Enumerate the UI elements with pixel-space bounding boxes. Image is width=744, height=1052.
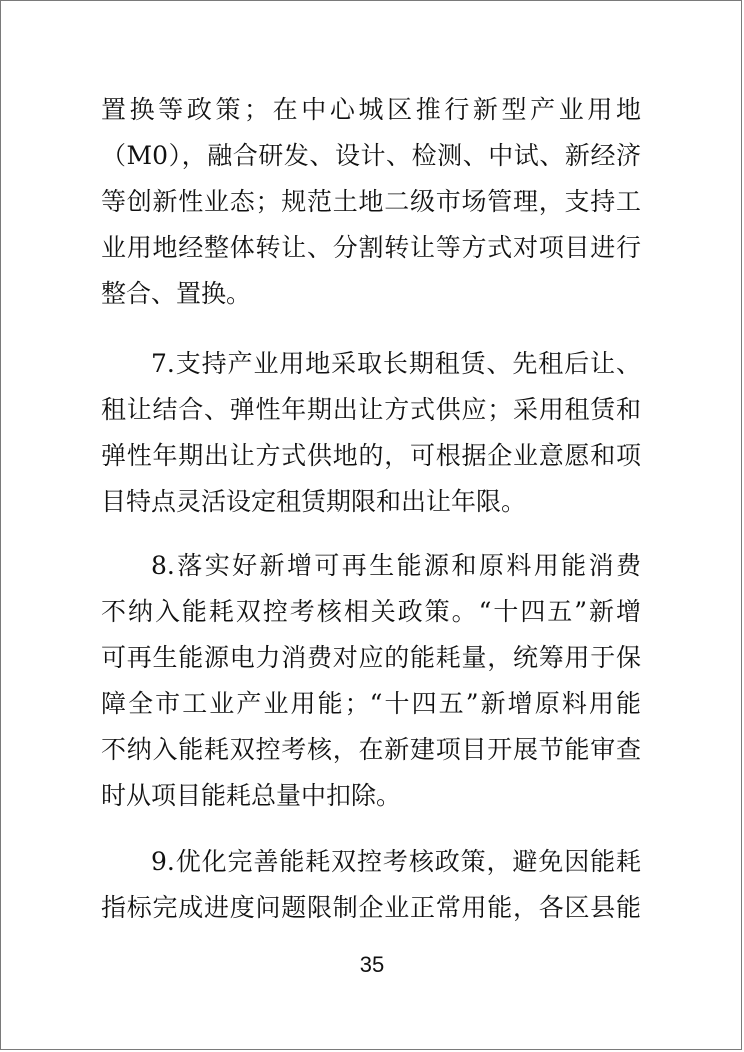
text-line: （M0），融合研发、设计、检测、中试、新经济 [101,141,641,170]
text-line: 8.落实好新增可再生能源和原料用能消费 [151,551,641,580]
text-line: 不纳入能耗双控考核相关政策。“十四五”新增 [101,597,641,626]
text-line: 不纳入能耗双控考核，在新建项目开展节能审查 [101,735,641,764]
text-line: 等创新性业态；规范土地二级市场管理，支持工 [101,187,641,216]
text-line: 租让结合、弹性年期出让方式供应；采用租赁和 [101,395,641,424]
text-line: 置换等政策；在中心城区推行新型产业用地 [101,95,641,124]
text-line: 业用地经整体转让、分割转让等方式对项目进行 [101,233,641,262]
text-line: 时从项目能耗总量中扣除。 [101,781,402,810]
text-line: 指标完成进度问题限制企业正常用能，各区县能 [101,893,641,922]
text-line: 9.优化完善能耗双控考核政策，避免因能耗 [151,847,641,876]
text-line: 整合、置换。 [101,279,252,308]
text-line: 弹性年期出让方式供地的，可根据企业意愿和项 [101,441,641,470]
text-line: 障全市工业产业用能；“十四五”新增原料用能 [101,689,641,718]
text-line: 7.支持产业用地采取长期租赁、先租后让、 [151,349,641,378]
page-number: 35 [359,952,385,977]
text-line: 目特点灵活设定租赁期限和出让年限。 [101,487,527,516]
text-line: 可再生能源电力消费对应的能耗量，统筹用于保 [101,643,641,672]
